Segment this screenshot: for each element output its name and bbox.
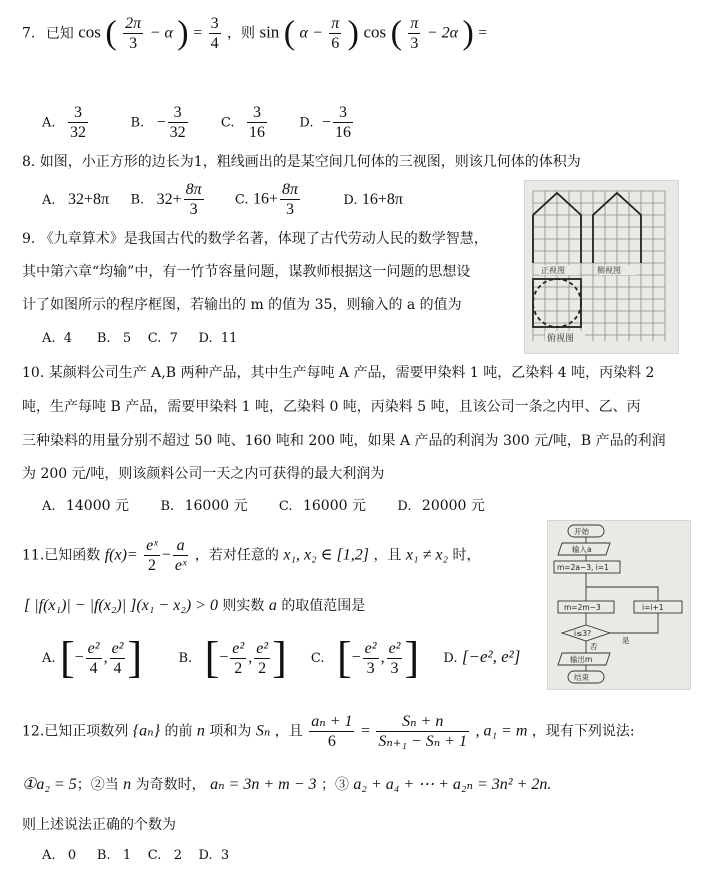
q8-option-d[interactable]: D. 16+8π — [343, 190, 404, 208]
question-11-line1: 11.已知函数 f(x)= $\frac{\text{eˣ}}{2}$ − $\frac{a}{\text{eˣ}}$ ，若对任意的 x₁, x₂ ∈ [1,2] ，且 x₁ ≠ x₂ 时， — [22, 537, 481, 574]
q8-options — [42, 180, 403, 219]
q8-option-b[interactable]: B. 32+ $\frac{8\pi}{3}$ — [130, 181, 202, 218]
q7-prefix: 已知 — [45, 25, 74, 42]
q10-option-a[interactable]: A. 14000 元 — [42, 498, 129, 514]
q7-option-a[interactable]: A. $\frac{3}{32}$ — [42, 104, 86, 141]
front-view-label: 正视图 — [541, 266, 565, 275]
q7-cos: cos — [78, 22, 101, 42]
q8-option-a[interactable]: A. 32+8π — [42, 190, 110, 208]
q11-option-c[interactable]: C. [− $\frac{\text{e²}}{3}$ , $\frac{\text{e²}}{3}$ ] — [310, 633, 420, 682]
question-9-line3: 计了如图所示的程序框图，若输出的 m 的值为 35，则输入的 a 的值为 — [22, 297, 462, 313]
flowchart-figure — [547, 520, 691, 690]
question-10-line4: 为 200 元/吨，则该颜料公司一天之内可获得的最大利润为 — [22, 466, 385, 482]
top-view-label: 俯视图 — [547, 334, 575, 344]
question-7: 7. 已知 cos ( $\frac{2\pi}{3}$ − α ) = $\frac{3}{4}$ ，则 sin ( α − $\frac{\pi}{6}$ ) cos ( $\frac{\pi}{3}$ − 2α ) = — [22, 14, 488, 52]
q11-options — [42, 633, 521, 682]
flow-no: 否 — [590, 642, 598, 651]
q7-option-b[interactable]: B. − $\frac{3}{32}$ — [130, 104, 186, 141]
three-view-drawing — [525, 181, 678, 353]
flow-end: 结束 — [574, 673, 589, 682]
q7-frac-3-4: $\frac{3}{4}$ — [210, 15, 219, 52]
q9-options[interactable]: A. 4 B. 5 C. 7 D. 11 — [42, 331, 238, 346]
q7-option-c[interactable]: C. $\frac{3}{16}$ — [220, 104, 265, 141]
q7-frac-2pi-3: $\frac{2\pi}{3}$ — [125, 15, 142, 52]
q12-options[interactable]: A. 0 B. 1 C. 2 D. 3 — [42, 848, 230, 863]
flow-output: 输出m — [570, 655, 593, 664]
q7-minus-alpha: − α — [149, 24, 173, 42]
question-11-line2: [ |f(x₁)| − |f(x₂)| ](x₁ − x₂) > 0 则实数 a 的取值范围是 — [24, 597, 366, 614]
q11-option-a[interactable]: A. [− $\frac{\text{e²}}{4}$ , $\frac{\text{e²}}{4}$ ] — [42, 633, 143, 682]
question-10-line1: 10. 某颜料公司生产 A,B 两种产品，其中生产每吨 A 产品，需要甲染料 1 吨，乙染料 4 吨，丙染料 2 — [22, 365, 655, 381]
q10-options — [42, 496, 485, 517]
q11-option-d[interactable]: D. [−e², e²] — [443, 647, 521, 666]
q10-option-d[interactable]: D. 20000 元 — [397, 498, 485, 514]
question-12-ask: 则上述说法正确的个数为 — [22, 817, 176, 833]
q10-option-c[interactable]: C. 16000 元 — [278, 498, 366, 514]
question-9-line1: 9. 《九章算术》是我国古代的数学名著，体现了古代劳动人民的数学智慧， — [22, 231, 488, 247]
question-12-line2: ①a₂ = 5；②当 n 为奇数时， aₙ = 3n + m − 3 ；③ a₂ + a₄ + ⋯ + a₂ₙ = 3n² + 2n. — [22, 776, 552, 793]
question-8: 8. 如图，小正方形的边长为1，粗线画出的是某空间几何体的三视图，则该几何体的体积为 — [22, 154, 581, 170]
three-view-figure — [524, 180, 679, 354]
flow-assign: m=2m−3 — [564, 603, 601, 612]
flow-yes: 是 — [622, 636, 630, 645]
flow-condition: i≤3? — [574, 629, 592, 638]
q7-frac-pi-3: $\frac{\pi}{3}$ — [410, 15, 419, 52]
side-view-label: 侧视图 — [597, 266, 621, 275]
question-9-line2: 其中第六章“均输”中，有一竹节容量问题，谋教师根据这一问题的思想设 — [22, 264, 471, 280]
q7-number: 7. — [22, 25, 36, 42]
flow-start: 开始 — [574, 527, 589, 536]
question-10-line3: 三种染料的用量分别不超过 50 吨、160 吨和 200 吨，如果 A 产品的利润为 300 元/吨，B 产品的利润 — [22, 433, 666, 449]
q11-option-b[interactable]: B. [− $\frac{\text{e²}}{2}$ , $\frac{\text{e²}}{2}$ ] — [178, 633, 287, 682]
flow-input: 输入a — [572, 545, 592, 554]
question-10-line2: 吨，生产每吨 B 产品，需要甲染料 1 吨，乙染料 0 吨，丙染料 5 吨，且该公司一条之内甲、乙、丙 — [22, 399, 641, 415]
question-12-line1: 12.已知正项数列 {aₙ} 的前 n 项和为 Sₙ ，且 $\frac{\text{aₙ + 1}}{6}$ = $\frac{\text{Sₙ + n}}{\text{Sₙ₊₁ − Sₙ + 1}}$ , a₁ = m ，现有下列说法: — [22, 713, 635, 750]
q7-option-d[interactable]: D. − $\frac{3}{16}$ — [299, 104, 351, 141]
flow-increment: i=i+1 — [642, 603, 664, 612]
q7-options — [42, 103, 355, 142]
q10-option-b[interactable]: B. 16000 元 — [160, 498, 248, 514]
q8-option-c[interactable]: C. 16+ $\frac{8\pi}{3}$ — [234, 181, 299, 218]
q7-frac-pi-6: $\frac{\pi}{6}$ — [331, 15, 340, 52]
flow-init: m=2a−3, i=1 — [557, 563, 609, 572]
